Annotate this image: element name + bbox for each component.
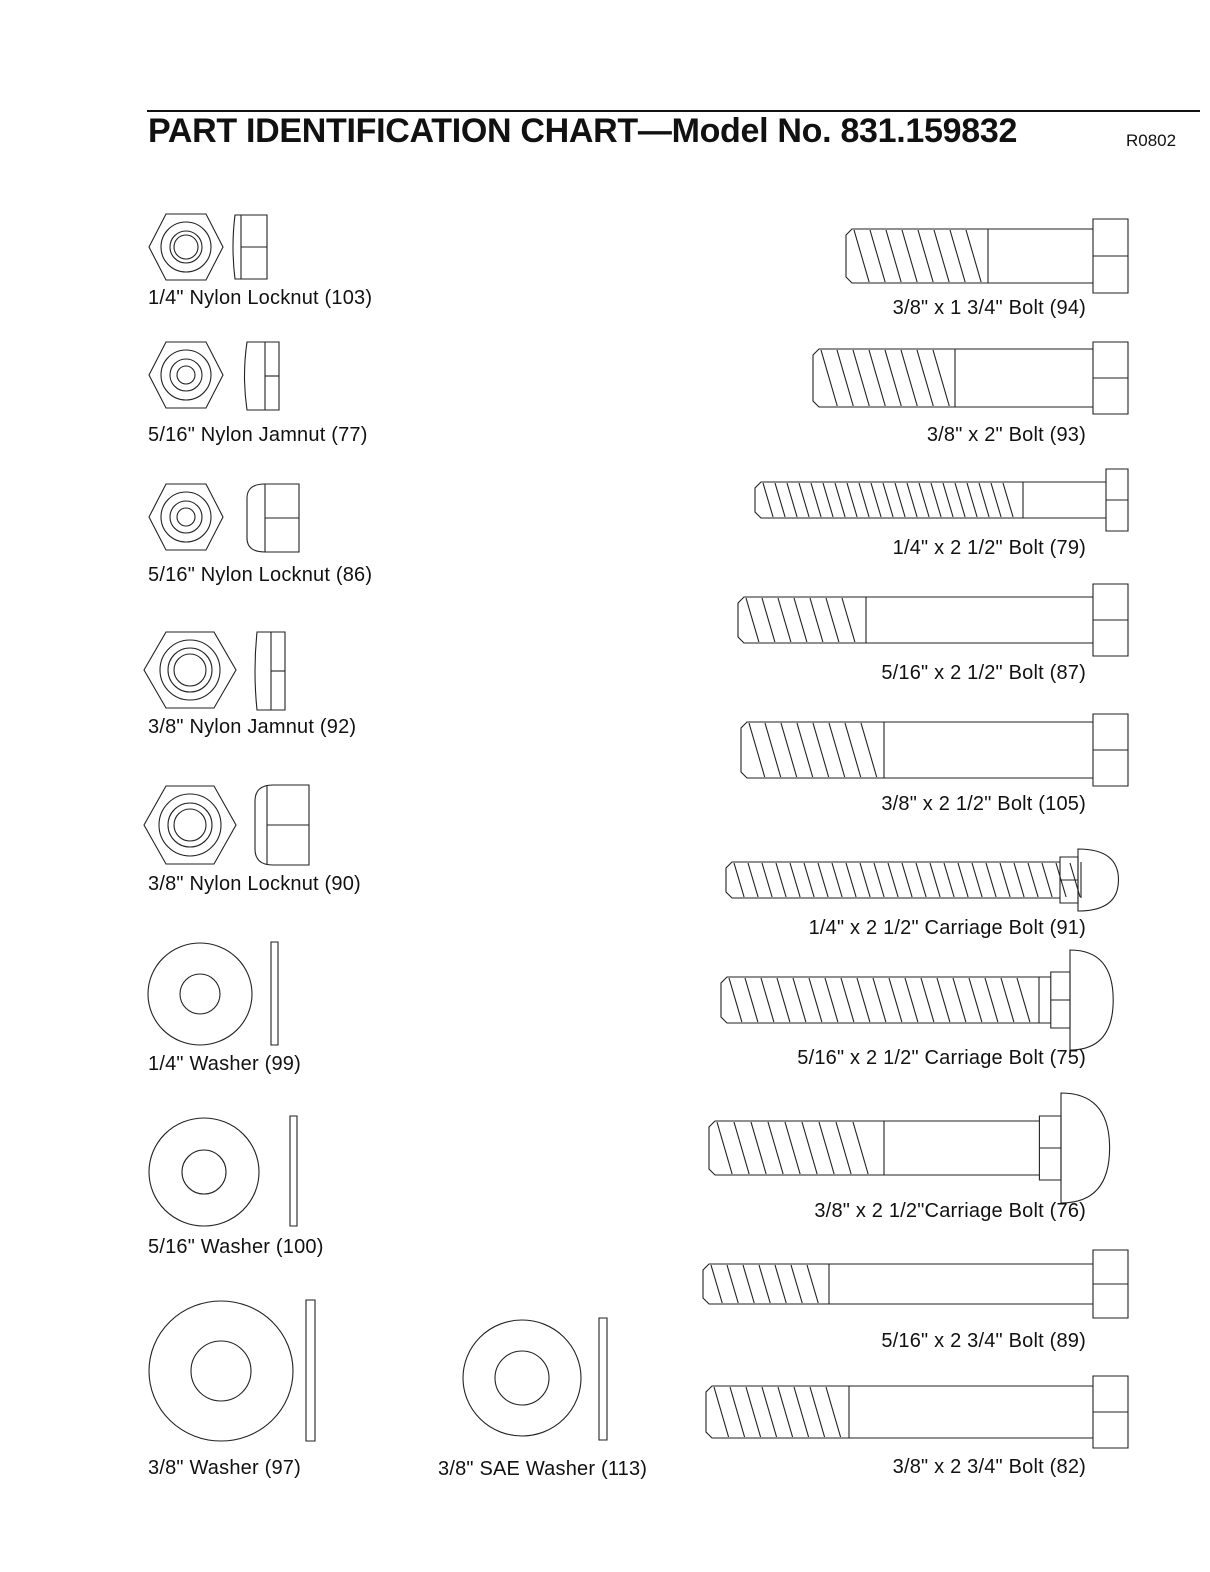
part-label: 3/8" x 1 3/4" Bolt (94) <box>892 297 1086 319</box>
document-code: R0802 <box>1126 131 1177 150</box>
part-label: 5/16" Nylon Locknut (86) <box>148 564 373 586</box>
part-label: 5/16" x 2 1/2" Carriage Bolt (75) <box>797 1047 1086 1069</box>
part-label: 1/4" x 2 1/2" Bolt (79) <box>892 537 1086 559</box>
part-label: 5/16" x 2 3/4" Bolt (89) <box>881 1330 1086 1352</box>
part-label: 5/16" Washer (100) <box>148 1236 324 1258</box>
part-label: 3/8" Nylon Jamnut (92) <box>148 716 357 738</box>
part-label: 3/8" SAE Washer (113) <box>438 1458 648 1480</box>
part-label: 1/4" x 2 1/2" Carriage Bolt (91) <box>808 917 1086 939</box>
part-label: 1/4" Washer (99) <box>148 1053 301 1075</box>
part-label: 3/8" x 2 3/4" Bolt (82) <box>892 1456 1086 1478</box>
part-label: 3/8" Washer (97) <box>148 1457 301 1479</box>
part-label: 5/16" x 2 1/2" Bolt (87) <box>881 662 1086 684</box>
part-label: 3/8" x 2 1/2" Bolt (105) <box>881 793 1086 815</box>
part-label: 5/16" Nylon Jamnut (77) <box>148 424 368 446</box>
part-label: 1/4" Nylon Locknut (103) <box>148 287 373 309</box>
page-title: PART IDENTIFICATION CHART—Model No. 831.159832 <box>148 112 1018 150</box>
part-label: 3/8" x 2" Bolt (93) <box>926 424 1086 446</box>
part-label: 3/8" x 2 1/2"Carriage Bolt (76) <box>814 1200 1086 1222</box>
part-label: 3/8" Nylon Locknut (90) <box>148 873 361 895</box>
